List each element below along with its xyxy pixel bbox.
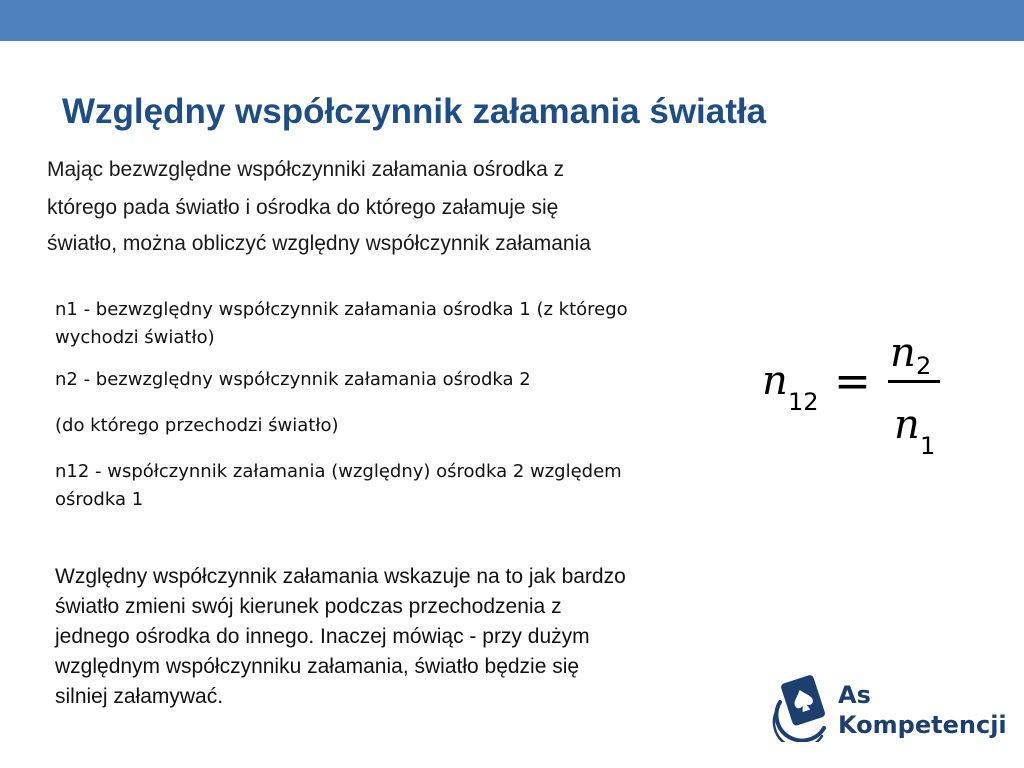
- formula-lhs-subscript: 12: [788, 388, 819, 416]
- slide-title: Względny współczynnik załamania światła: [62, 92, 767, 131]
- formula-numerator-subscript: 2: [916, 352, 932, 380]
- intro-paragraph: [47, 158, 747, 270]
- formula-lhs: n: [762, 358, 788, 404]
- as-kompetencji-logo: [770, 672, 1010, 748]
- definition-n12-line1: n12 - współczynnik załamania (względny) ośrodka 2 względem: [55, 461, 622, 482]
- definition-n1-line1: n1 - bezwzględny współczynnik załamania ośrodka 1 (z którego: [55, 299, 628, 320]
- summary-paragraph: [55, 562, 775, 712]
- definition-n2-line2: (do którego przechodzi światło): [55, 415, 339, 436]
- summary-line: światło zmieni swój kierunek podczas przechodzenia z: [55, 595, 562, 618]
- formula-equals: =: [834, 356, 871, 407]
- logo-text: [838, 680, 1007, 740]
- definitions-list: [55, 294, 755, 516]
- formula-numerator: n: [890, 330, 916, 376]
- formula-denominator: n: [894, 402, 920, 448]
- intro-line: którego pada światło i ośrodka do którego załamuje się: [47, 196, 559, 219]
- definition-n1-line2: wychodzi światło): [55, 327, 215, 348]
- relative-index-formula: [760, 330, 950, 465]
- intro-line: światło, można obliczyć względny współczynnik załamania: [47, 232, 591, 255]
- logo-line-2: Kompetencji: [838, 711, 1007, 739]
- formula-denominator-subscript: 1: [920, 432, 936, 460]
- logo-line-1: As: [838, 681, 871, 709]
- intro-line: Mając bezwzględne współczynniki załamania ośrodka z: [47, 158, 565, 181]
- summary-line: Względny współczynnik załamania wskazuje na to jak bardzo: [55, 565, 626, 588]
- spade-card-icon: [770, 672, 834, 742]
- summary-line: względnym współczynniku załamania, światło będzie się: [55, 655, 580, 678]
- top-banner: [0, 0, 1024, 41]
- summary-line: jednego ośrodka do innego. Inaczej mówiąc - przy dużym: [55, 625, 590, 648]
- summary-line: silniej załamywać.: [55, 685, 224, 708]
- definition-n12-line2: ośrodka 1: [55, 489, 144, 510]
- definition-n2-line1: n2 - bezwzględny współczynnik załamania ośrodka 2: [55, 369, 531, 390]
- fraction-bar: [888, 380, 940, 383]
